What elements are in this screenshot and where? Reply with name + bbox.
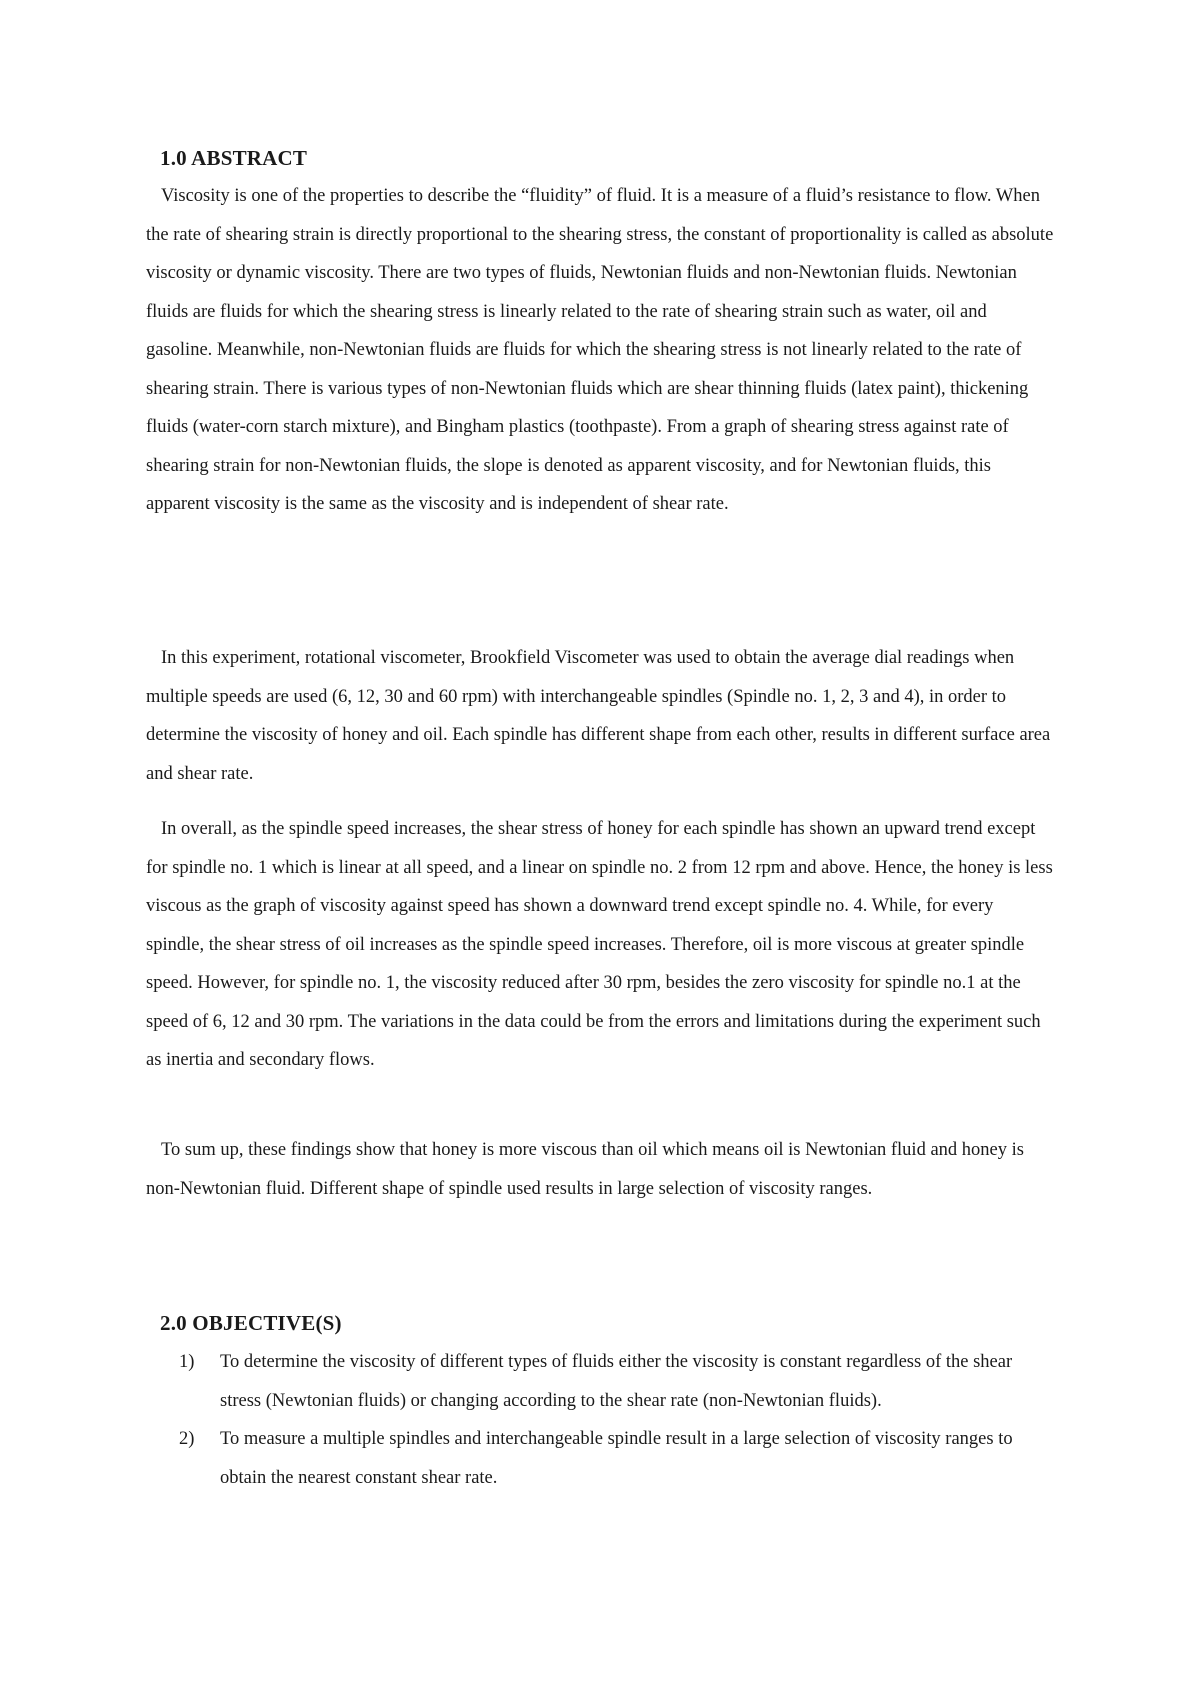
list-item [146,1420,1054,1497]
list-item [146,1343,1054,1420]
abstract-paragraph-4: To sum up, these findings show that honey is more viscous than oil which means oil is Newtonian fluid and honey is non-Newtonian fluid. Different shape of spindle used results in large selection of viscosity ranges. [146,1140,1024,1199]
abstract-paragraph-3: In overall, as the spindle speed increases, the shear stress of honey for each spindle has shown an upward trend except for spindle no. 1 which is linear at all speed, and a linear on spindle no. 2 from 12 rpm and above. Hence, the honey is less viscous as the graph of viscosity against speed has shown a downward trend except spindle no. 4. While, for every spindle, the shear stress of oil increases as the spindle speed increases. Therefore, oil is more viscous at greater spindle speed. However, for spindle no. 1, the viscosity reduced after 30 rpm, besides the zero viscosity for spindle no.1 at the speed of 6, 12 and 30 rpm. The variations in the data could be from the errors and limitations during the experiment such as inertia and secondary flows. [146,819,1053,1070]
abstract-heading: 1.0 ABSTRACT [160,146,308,170]
objectives-list [146,1343,1054,1497]
objective-text: To measure a multiple spindles and interchangeable spindle result in a large selection of viscosity ranges to obtain the nearest constant shear rate. [220,1429,1013,1488]
objective-number: 2) [179,1429,195,1449]
objectives-heading: 2.0 OBJECTIVE(S) [160,1311,342,1335]
objective-text: To determine the viscosity of different types of fluids either the viscosity is constant regardless of the shear stress (Newtonian fluids) or changing according to the shear rate (non-Newtonian fluids). [220,1352,1013,1411]
objective-number: 1) [179,1352,195,1372]
abstract-paragraph-2: In this experiment, rotational viscometer, Brookfield Viscometer was used to obtain the average dial readings when multiple speeds are used (6, 12, 30 and 60 rpm) with interchangeable spindles (Spindle no. 1, 2, 3 and 4), in order to determine the viscosity of honey and oil. Each spindle has different shape from each other, results in different surface area and shear rate. [146,648,1051,784]
abstract-paragraph-1: Viscosity is one of the properties to describe the “fluidity” of fluid. It is a measure of a fluid’s resistance to flow. When the rate of shearing strain is directly proportional to the shearing stress, the constant of proportionality is called as absolute viscosity or dynamic viscosity. There are two types of fluids, Newtonian fluids and non-Newtonian fluids. Newtonian fluids are fluids for which the shearing stress is linearly related to the rate of shearing strain such as water, oil and gasoline. Meanwhile, non-Newtonian fluids are fluids for which the shearing stress is not linearly related to the rate of shearing strain. There is various types of non-Newtonian fluids which are shear thinning fluids (latex paint), thickening fluids (water-corn starch mixture), and Bingham plastics (toothpaste). From a graph of shearing stress against rate of shearing strain for non-Newtonian fluids, the slope is denoted as apparent viscosity, and for Newtonian fluids, this apparent viscosity is the same as the viscosity and is independent of shear rate. [146,186,1054,514]
